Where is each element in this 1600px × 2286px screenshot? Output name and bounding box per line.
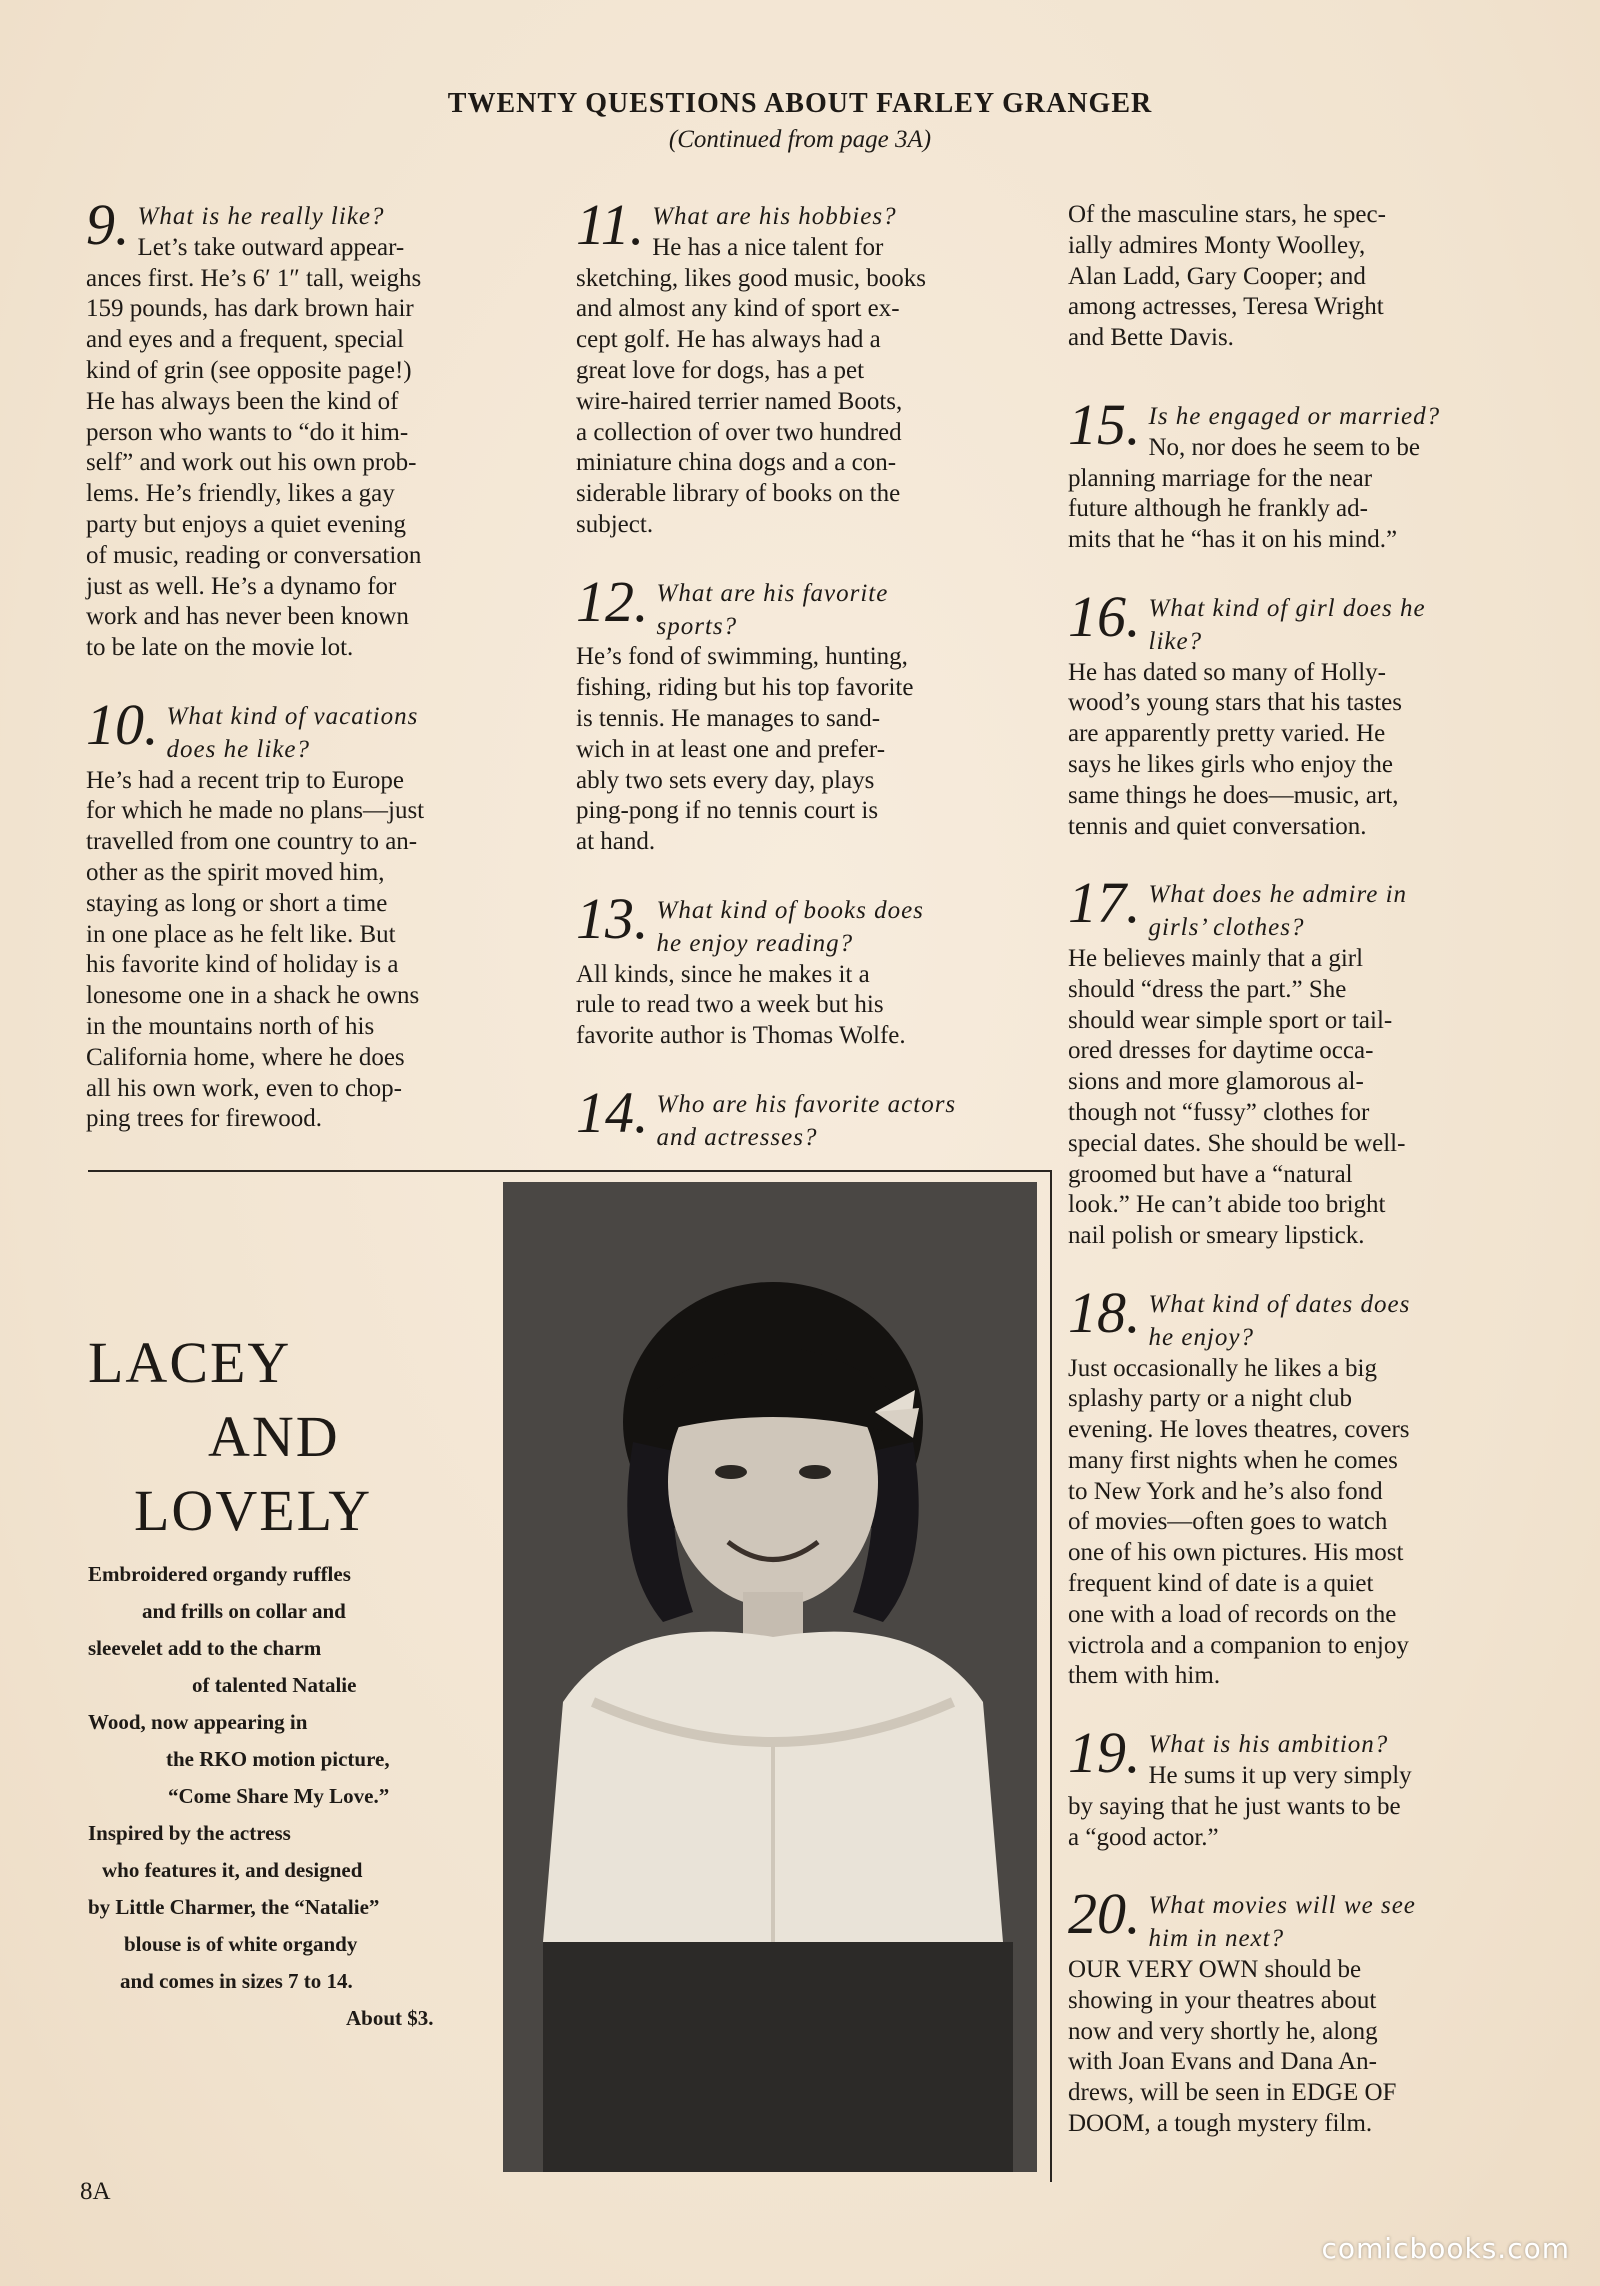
caption-text — [88, 1556, 476, 2037]
answer-line: tennis and quiet conversation. — [1068, 812, 1367, 840]
answer-line: nail polish or smeary lipstick. — [1068, 1222, 1365, 1250]
answer-line: siderable library of books on the — [576, 480, 901, 508]
answer-line: wood’s young stars that his tastes — [1068, 689, 1403, 717]
question-heading: What are his favorite — [656, 579, 889, 607]
answer-line: in one place as he felt like. But — [86, 920, 396, 948]
question-heading: Who are his favorite actors — [656, 1090, 957, 1118]
answer-line: them with him. — [1068, 1662, 1221, 1690]
answer-line: mits that he “has it on his mind.” — [1068, 526, 1398, 554]
answer-line: groomed but have a “natural — [1068, 1160, 1353, 1188]
answer-line: planning marriage for the near — [1068, 464, 1373, 492]
page-number: 8A — [80, 2178, 111, 2205]
caption-title — [88, 1326, 448, 1548]
question-heading: What movies will we see — [1148, 1892, 1416, 1920]
caption-line: sleevelet add to the charm — [88, 1636, 322, 1660]
answer-line: Alan Ladd, Gary Cooper; and — [1068, 262, 1366, 290]
question-number: 9. — [86, 192, 130, 257]
question-number: 16. — [1068, 583, 1141, 649]
answer-line: with Joan Evans and Dana An- — [1068, 2048, 1377, 2076]
answer-line: evening. He loves theatres, covers — [1068, 1416, 1410, 1444]
answer-line: favorite author is Thomas Wolfe. — [576, 1022, 906, 1050]
answer-line: many first nights when he comes — [1068, 1446, 1398, 1474]
answer-line: cept golf. He has always had a — [576, 326, 881, 354]
question-number: 12. — [576, 568, 649, 634]
answer-line: in the mountains north of his — [86, 1012, 375, 1040]
question-number: 11. — [576, 192, 645, 257]
answer-line: says he likes girls who enjoy the — [1068, 750, 1393, 778]
caption-line: Embroidered organdy ruffles — [88, 1562, 351, 1586]
caption-line: Inspired by the actress — [88, 1821, 291, 1845]
answer-line: of movies—often goes to watch — [1068, 1508, 1388, 1536]
answer-line: OUR VERY OWN should be — [1068, 1956, 1362, 1984]
answer-line: ping trees for firewood. — [86, 1105, 323, 1133]
question-number: 19. — [1068, 1720, 1141, 1786]
horizontal-rule — [88, 1170, 1052, 1172]
question-13 — [576, 885, 1032, 1052]
answer-line: great love for dogs, has a pet — [576, 356, 865, 384]
answer-line: a collection of over two hundred — [576, 418, 902, 446]
caption-line: by Little Charmer, the “Natalie” — [88, 1895, 380, 1919]
question-heading: What kind of vacations — [166, 702, 419, 730]
question-heading: Is he engaged or married? — [1148, 402, 1441, 430]
answer-line: by saying that he just wants to be — [1068, 1792, 1401, 1820]
question-number: 10. — [86, 691, 159, 757]
question-heading: does he like? — [166, 735, 311, 763]
answer-line: Let’s take outward appear- — [137, 233, 405, 261]
answer-line: He’s fond of swimming, hunting, — [576, 643, 908, 671]
question-heading: him in next? — [1148, 1925, 1285, 1953]
question-18 — [1068, 1279, 1528, 1692]
question-heading: sports? — [656, 612, 738, 640]
answer-line: wich in at least one and prefer- — [576, 735, 886, 763]
question-heading: What is his ambition? — [1148, 1731, 1389, 1759]
answer-line: miniature china dogs and a con- — [576, 449, 897, 477]
question-heading: What is he really like? — [137, 203, 385, 230]
answer-line: California home, where he does — [86, 1043, 405, 1071]
answer-line: among actresses, Teresa Wright — [1068, 293, 1384, 321]
answer-line: He has dated so many of Holly- — [1068, 658, 1386, 686]
caption-line: who features it, and designed — [102, 1858, 363, 1882]
question-14-continued — [1068, 200, 1528, 354]
question-heading: What kind of books does — [656, 896, 924, 924]
question-11 — [576, 192, 1032, 541]
answer-line: of music, reading or conversation — [86, 541, 422, 569]
question-heading: and actresses? — [656, 1123, 818, 1151]
column-3 — [1068, 200, 1528, 2170]
question-14 — [576, 1079, 1032, 1154]
answer-line: lonesome one in a shack he owns — [86, 982, 420, 1010]
caption-line: the RKO motion picture, — [166, 1747, 390, 1771]
question-heading: What kind of dates does — [1148, 1290, 1411, 1318]
answer-line: Just occasionally he likes a big — [1068, 1354, 1377, 1382]
answer-line: kind of grin (see opposite page!) — [86, 356, 412, 384]
answer-line: other as the spirit moved him, — [86, 858, 385, 886]
caption-line: Wood, now appearing in — [88, 1710, 308, 1734]
answer-line: ored dresses for daytime occa- — [1068, 1037, 1374, 1065]
portrait-illustration — [503, 1182, 1037, 2172]
answer-line: is tennis. He manages to sand- — [576, 704, 881, 732]
answer-line: No, nor does he seem to be — [1148, 433, 1420, 461]
answer-line: and eyes and a frequent, special — [86, 326, 404, 354]
answer-line: ances first. He’s 6′ 1″ tall, weighs — [86, 264, 422, 292]
question-heading: girls’ clothes? — [1148, 914, 1305, 942]
answer-line: frequent kind of date is a quiet — [1068, 1570, 1374, 1598]
caption-line: of talented Natalie — [192, 1673, 357, 1697]
caption-title-line: LOVELY — [134, 1478, 373, 1543]
answer-line: and Bette Davis. — [1068, 324, 1234, 352]
answer-line: ably two sets every day, plays — [576, 766, 875, 794]
question-10 — [86, 691, 538, 1135]
answer-line: He believes mainly that a girl — [1068, 944, 1364, 972]
caption-line: About $3. — [346, 2006, 434, 2030]
question-heading: like? — [1148, 627, 1203, 655]
question-heading: What kind of girl does he — [1148, 594, 1426, 622]
answer-line: his favorite kind of holiday is a — [86, 951, 399, 979]
answer-line: He sums it up very simply — [1148, 1762, 1412, 1790]
caption-line: and comes in sizes 7 to 14. — [120, 1969, 353, 1993]
question-19 — [1068, 1720, 1528, 1853]
vertical-rule — [1050, 1170, 1052, 2182]
question-16 — [1068, 583, 1528, 842]
answer-line: fishing, riding but his top favorite — [576, 674, 914, 702]
answer-line: one with a load of records on the — [1068, 1600, 1397, 1628]
caption-line: blouse is of white organdy — [124, 1932, 358, 1956]
answer-line: work and has never been known — [86, 603, 409, 631]
answer-line: lems. He’s friendly, likes a gay — [86, 480, 395, 508]
answer-line: drews, will be seen in EDGE OF — [1068, 2079, 1397, 2107]
question-heading: he enjoy? — [1148, 1323, 1254, 1351]
question-number: 14. — [576, 1079, 649, 1145]
question-12 — [576, 568, 1032, 858]
question-20 — [1068, 1881, 1528, 2139]
answer-line: to New York and he’s also fond — [1068, 1477, 1383, 1505]
answer-line: ially admires Monty Woolley, — [1068, 231, 1366, 259]
answer-line: victrola and a companion to enjoy — [1068, 1631, 1409, 1659]
answer-line: splashy party or a night club — [1068, 1385, 1352, 1413]
site-watermark: comicbooks.com — [1321, 2232, 1570, 2265]
question-heading: he enjoy reading? — [656, 929, 854, 957]
answer-line: showing in your theatres about — [1068, 1986, 1377, 2014]
question-heading: What does he admire in — [1148, 881, 1408, 909]
question-9 — [86, 192, 538, 664]
caption-line: and frills on collar and — [142, 1599, 346, 1623]
answer-line: to be late on the movie lot. — [86, 634, 354, 662]
answer-line: 159 pounds, has dark brown hair — [86, 295, 414, 323]
question-17 — [1068, 870, 1528, 1252]
answer-line: All kinds, since he makes it a — [576, 960, 870, 988]
question-number: 18. — [1068, 1279, 1141, 1345]
answer-line: DOOM, a tough mystery film. — [1068, 2110, 1373, 2138]
answer-line: person who wants to “do it him- — [86, 418, 409, 446]
answer-line: subject. — [576, 510, 654, 538]
answer-line: all his own work, even to chop- — [86, 1074, 402, 1102]
question-number: 13. — [576, 885, 649, 951]
answer-line: a “good actor.” — [1068, 1823, 1219, 1851]
article-title: TWENTY QUESTIONS ABOUT FARLEY GRANGER — [447, 88, 1153, 119]
answer-line: He has a nice talent for — [652, 233, 884, 261]
answer-line: He’s had a recent trip to Europe — [86, 766, 404, 794]
caption-line: “Come Share My Love.” — [168, 1784, 390, 1808]
answer-line: future although he frankly ad- — [1068, 495, 1368, 523]
answer-line: ping-pong if no tennis court is — [576, 797, 879, 825]
answer-line: now and very shortly he, along — [1068, 2017, 1378, 2045]
answer-line: party but enjoys a quiet evening — [86, 510, 407, 538]
answer-line: are apparently pretty varied. He — [1068, 720, 1386, 748]
answer-line: self” and work out his own prob- — [86, 449, 417, 477]
answer-line: same things he does—music, art, — [1068, 781, 1399, 809]
answer-line: just as well. He’s a dynamo for — [86, 572, 397, 600]
answer-line: at hand. — [576, 828, 656, 856]
article-header — [0, 88, 1600, 154]
answer-line: He has always been the kind of — [86, 387, 399, 415]
answer-line: wire-haired terrier named Boots, — [576, 387, 903, 415]
answer-line: rule to read two a week but his — [576, 991, 884, 1019]
answer-line: and almost any kind of sport ex- — [576, 295, 900, 323]
answer-line: sions and more glamorous al- — [1068, 1068, 1364, 1096]
answer-line: special dates. She should be well- — [1068, 1129, 1406, 1157]
natalie-wood-photo — [503, 1182, 1037, 2172]
question-heading: What are his hobbies? — [652, 203, 897, 230]
answer-line: Of the masculine stars, he spec- — [1068, 201, 1386, 228]
answer-line: look.” He can’t abide too bright — [1068, 1191, 1386, 1219]
answer-line: should wear simple sport or tail- — [1068, 1006, 1393, 1034]
answer-line: though not “fussy” clothes for — [1068, 1098, 1370, 1126]
answer-line: staying as long or short a time — [86, 889, 388, 917]
answer-line: should “dress the part.” She — [1068, 975, 1347, 1003]
article-continued-note: (Continued from page 3A) — [668, 126, 932, 153]
answer-line: one of his own pictures. His most — [1068, 1539, 1404, 1567]
column-1 — [86, 192, 538, 1165]
question-number: 15. — [1068, 391, 1141, 457]
answer-line: travelled from one country to an- — [86, 828, 418, 856]
answer-line: for which he made no plans—just — [86, 797, 425, 825]
question-15 — [1068, 391, 1528, 556]
question-number: 17. — [1068, 870, 1141, 936]
question-number: 20. — [1068, 1881, 1141, 1947]
answer-line: sketching, likes good music, books — [576, 264, 926, 292]
column-2 — [576, 192, 1032, 1184]
caption-title-line: LACEY — [88, 1330, 292, 1395]
caption-title-line: AND — [208, 1404, 340, 1469]
